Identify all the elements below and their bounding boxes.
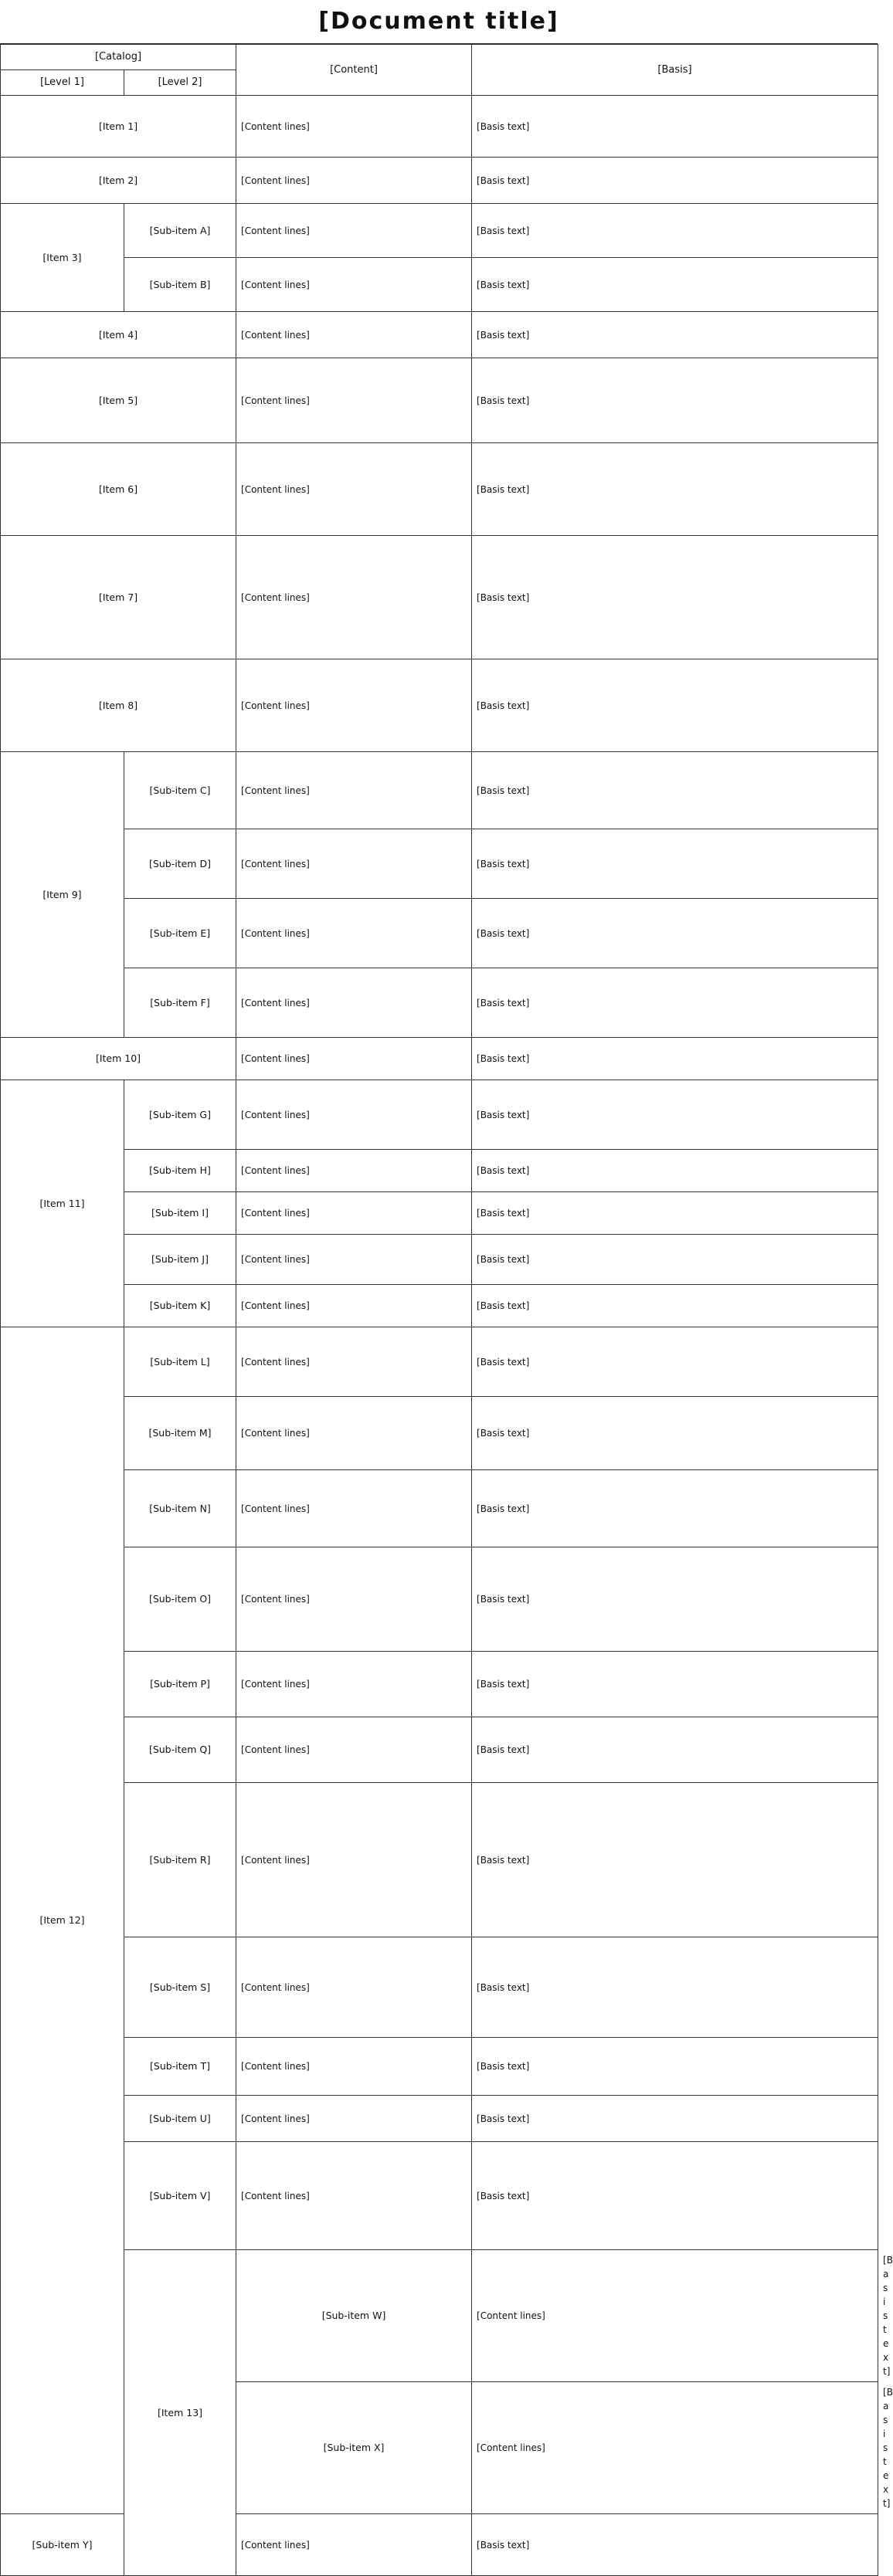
level1-cell: [Item 11] xyxy=(1,1080,124,1327)
basis-cell: [Basis text] xyxy=(472,2514,878,2576)
content-cell: [Content lines] xyxy=(236,1547,472,1652)
basis-cell: [Basis text] xyxy=(472,1547,878,1652)
level1-cell: [Item 10] xyxy=(1,1038,236,1080)
header-level1: [Level 1] xyxy=(1,70,124,96)
content-cell: [Content lines] xyxy=(236,1470,472,1547)
table-row xyxy=(1,1327,878,1397)
basis-cell: [Basis text] xyxy=(472,443,878,536)
content-cell: [Content lines] xyxy=(236,1285,472,1327)
content-cell: [Content lines] xyxy=(236,1235,472,1285)
content-cell: [Content lines] xyxy=(236,158,472,204)
header-catalog: [Catalog] xyxy=(1,45,236,70)
catalog-table xyxy=(0,44,893,2576)
basis-cell: [Basis text] xyxy=(472,1038,878,1080)
table-row: [Item 13] [Sub-item W] [Content lines] [Basis text] xyxy=(1,2250,878,2382)
table-row xyxy=(1,1038,878,1080)
table-row: [Sub-item X] [Content lines] [Basis text] xyxy=(1,2382,878,2514)
table-row xyxy=(1,1397,878,1470)
basis-cell: [Basis text] xyxy=(472,204,878,258)
level2-cell: [Sub-item A] xyxy=(124,204,236,258)
level2-cell: [Sub-item Y] xyxy=(1,2514,124,2576)
basis-cell: [Basis text] xyxy=(472,829,878,899)
table-row xyxy=(1,96,878,158)
level1-cell: [Item 1] xyxy=(1,96,236,158)
table-row xyxy=(1,2096,878,2142)
content-cell: [Content lines] xyxy=(472,2250,878,2382)
level1-cell: [Item 12] xyxy=(1,1327,124,2514)
basis-cell: [Basis text] xyxy=(472,752,878,829)
table-row xyxy=(1,2142,878,2250)
basis-cell: [Basis text] xyxy=(472,1717,878,1783)
basis-cell: [Basis text] xyxy=(472,1327,878,1397)
level2-cell: [Sub-item U] xyxy=(124,2096,236,2142)
level2-cell: [Sub-item P] xyxy=(124,1652,236,1717)
basis-cell: [Basis text] xyxy=(472,1937,878,2038)
content-cell: [Content lines] xyxy=(236,659,472,752)
table-row xyxy=(1,443,878,536)
level1-cell: [Item 3] xyxy=(1,204,124,312)
content-cell: [Content lines] xyxy=(236,752,472,829)
table-row xyxy=(1,1470,878,1547)
content-cell: [Content lines] xyxy=(236,258,472,312)
content-cell: [Content lines] xyxy=(236,96,472,158)
table-row xyxy=(1,752,878,829)
basis-cell: [Basis text] xyxy=(472,536,878,659)
level2-cell: [Sub-item C] xyxy=(124,752,236,829)
content-cell: [Content lines] xyxy=(472,2382,878,2514)
level2-cell: [Sub-item H] xyxy=(124,1150,236,1192)
level2-cell: [Sub-item S] xyxy=(124,1937,236,2038)
table-row xyxy=(1,1783,878,1937)
table-row xyxy=(1,1717,878,1783)
level1-cell: [Item 8] xyxy=(1,659,236,752)
content-cell: [Content lines] xyxy=(236,1652,472,1717)
basis-cell: [Basis text] xyxy=(472,659,878,752)
basis-cell: [Basis text] xyxy=(472,358,878,443)
table-row xyxy=(1,312,878,358)
content-cell: [Content lines] xyxy=(236,1150,472,1192)
level1-cell: [Item 2] xyxy=(1,158,236,204)
content-cell: [Content lines] xyxy=(236,2038,472,2096)
basis-cell: [Basis text] xyxy=(472,96,878,158)
content-cell: [Content lines] xyxy=(236,1717,472,1783)
table-row xyxy=(1,1235,878,1285)
content-cell: [Content lines] xyxy=(236,968,472,1038)
basis-cell: [Basis text] xyxy=(472,1652,878,1717)
table-row xyxy=(1,1192,878,1235)
content-cell: [Content lines] xyxy=(236,899,472,968)
document-title: [Document title] xyxy=(0,0,878,44)
header-level2: [Level 2] xyxy=(124,70,236,96)
basis-cell: [Basis text] xyxy=(472,158,878,204)
basis-cell: [Basis text] xyxy=(472,2142,878,2250)
basis-cell: [Basis text] xyxy=(472,2096,878,2142)
content-cell: [Content lines] xyxy=(236,1038,472,1080)
table-row xyxy=(1,1652,878,1717)
basis-cell: [Basis text] xyxy=(472,1783,878,1937)
basis-cell: [Basis text] xyxy=(472,1470,878,1547)
table-body xyxy=(1,96,893,2576)
header-basis: [Basis] xyxy=(472,45,878,96)
level2-cell: [Sub-item G] xyxy=(124,1080,236,1150)
level1-cell: [Item 13] xyxy=(124,2250,236,2576)
basis-cell: [Basis text] xyxy=(472,1080,878,1150)
content-cell: [Content lines] xyxy=(236,2514,472,2576)
content-cell: [Content lines] xyxy=(236,1192,472,1235)
table-row xyxy=(1,536,878,659)
table-row xyxy=(1,158,878,204)
content-cell: [Content lines] xyxy=(236,829,472,899)
level2-cell: [Sub-item O] xyxy=(124,1547,236,1652)
level2-cell: [Sub-item R] xyxy=(124,1783,236,1937)
level1-cell: [Item 9] xyxy=(1,752,124,1038)
level2-cell: [Sub-item F] xyxy=(124,968,236,1038)
table-row xyxy=(1,1547,878,1652)
content-cell: [Content lines] xyxy=(236,443,472,536)
basis-cell: [Basis text] xyxy=(472,1150,878,1192)
basis-cell: [Basis text] xyxy=(472,258,878,312)
level2-cell: [Sub-item T] xyxy=(124,2038,236,2096)
basis-cell: [Basis text] xyxy=(472,1397,878,1470)
table-row xyxy=(1,1080,878,1150)
table-row xyxy=(1,899,878,968)
level2-cell: [Sub-item L] xyxy=(124,1327,236,1397)
table-row xyxy=(1,2038,878,2096)
level1-cell: [Item 6] xyxy=(1,443,236,536)
level2-cell: [Sub-item W] xyxy=(236,2250,472,2382)
basis-cell: [Basis text] xyxy=(472,968,878,1038)
level2-cell: [Sub-item Q] xyxy=(124,1717,236,1783)
header-content: [Content] xyxy=(236,45,472,96)
level2-cell: [Sub-item V] xyxy=(124,2142,236,2250)
basis-cell: [Basis text] xyxy=(472,312,878,358)
table-row xyxy=(1,1937,878,2038)
table-row xyxy=(1,1285,878,1327)
level2-cell: [Sub-item J] xyxy=(124,1235,236,1285)
basis-cell: [Basis text] xyxy=(472,1192,878,1235)
basis-cell: [Basis text] xyxy=(472,1235,878,1285)
level2-cell: [Sub-item N] xyxy=(124,1470,236,1547)
level1-cell: [Item 5] xyxy=(1,358,236,443)
content-cell: [Content lines] xyxy=(236,1080,472,1150)
table-row xyxy=(1,1150,878,1192)
level2-cell: [Sub-item M] xyxy=(124,1397,236,1470)
content-cell: [Content lines] xyxy=(236,358,472,443)
content-cell: [Content lines] xyxy=(236,2142,472,2250)
level2-cell: [Sub-item I] xyxy=(124,1192,236,1235)
content-cell: [Content lines] xyxy=(236,1783,472,1937)
level2-cell: [Sub-item K] xyxy=(124,1285,236,1327)
table-row xyxy=(1,659,878,752)
level2-cell: [Sub-item B] xyxy=(124,258,236,312)
content-cell: [Content lines] xyxy=(236,2096,472,2142)
table-row xyxy=(1,968,878,1038)
level1-cell: [Item 7] xyxy=(1,536,236,659)
table-row xyxy=(1,204,878,258)
level2-cell: [Sub-item X] xyxy=(236,2382,472,2514)
table-row xyxy=(1,829,878,899)
table-row xyxy=(1,258,878,312)
table-row xyxy=(1,358,878,443)
level2-cell: [Sub-item D] xyxy=(124,829,236,899)
content-cell: [Content lines] xyxy=(236,1327,472,1397)
level2-cell: [Sub-item E] xyxy=(124,899,236,968)
content-cell: [Content lines] xyxy=(236,1397,472,1470)
content-cell: [Content lines] xyxy=(236,312,472,358)
basis-cell: [Basis text] xyxy=(472,1285,878,1327)
basis-cell: [Basis text] xyxy=(472,899,878,968)
level1-cell: [Item 4] xyxy=(1,312,236,358)
content-cell: [Content lines] xyxy=(236,204,472,258)
basis-cell: [Basis text] xyxy=(472,2038,878,2096)
content-cell: [Content lines] xyxy=(236,1937,472,2038)
content-cell: [Content lines] xyxy=(236,536,472,659)
